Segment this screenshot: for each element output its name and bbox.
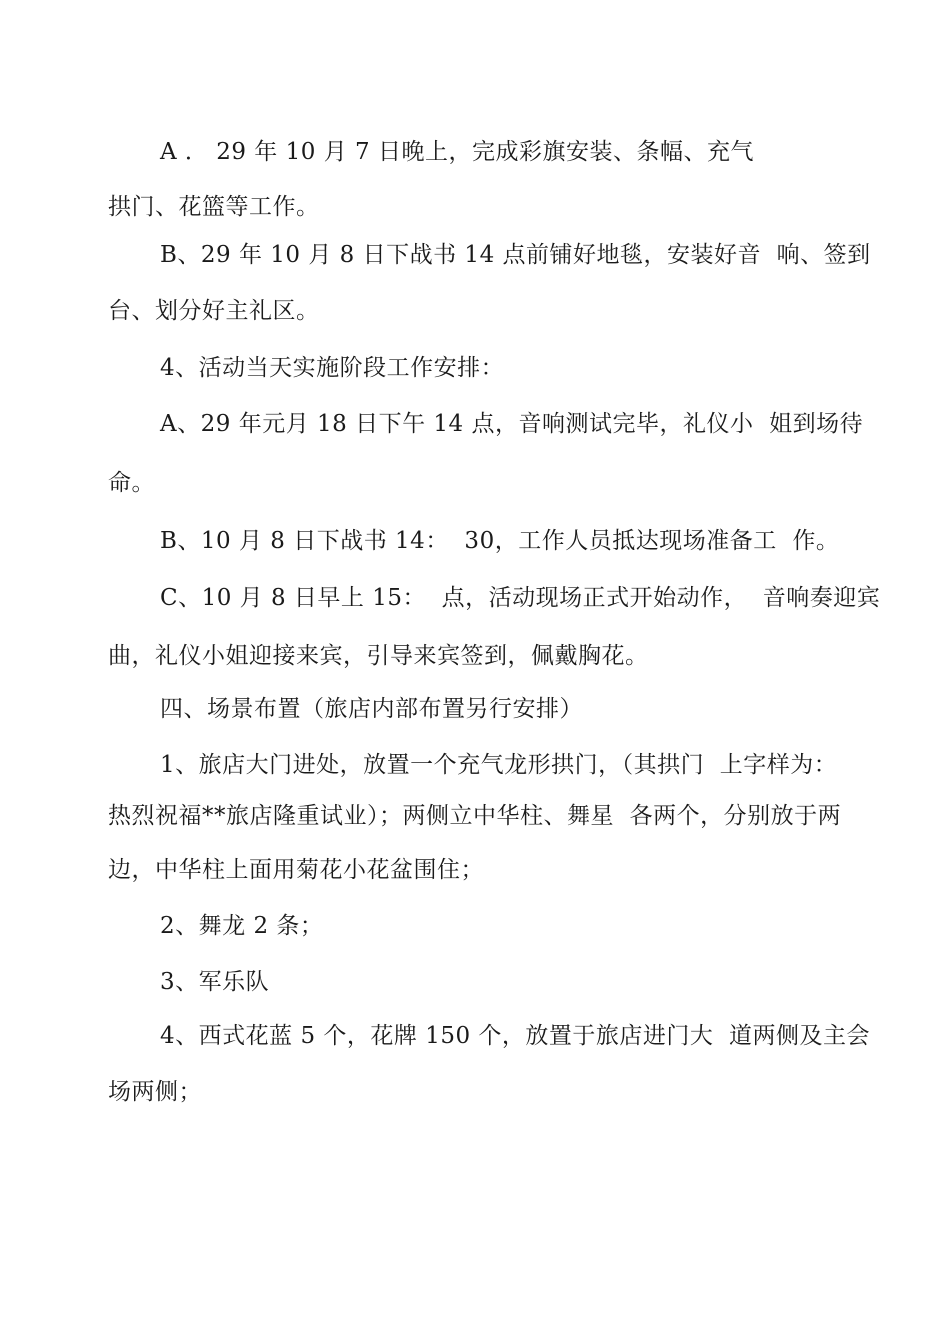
paragraph-line: B、29 年 10 月 8 日下战书 14 点前铺好地毯，安装好音 响、签到 (160, 242, 871, 268)
paragraph-line: 边，中华柱上面用菊花小花盆围住； (108, 857, 484, 883)
paragraph-line: 4、活动当天实施阶段工作安排： (160, 355, 505, 381)
paragraph-line: 命。 (108, 470, 155, 496)
paragraph-line: A、29 年元月 18 日下午 14 点，音响测试完毕，礼仪小 姐到场待 (160, 411, 864, 437)
paragraph-line: 台、划分好主礼区。 (108, 298, 320, 324)
section-heading: 四、场景布置（旅店内部布置另行安排） (160, 696, 583, 722)
paragraph-line: 拱门、花篮等工作。 (108, 194, 320, 220)
paragraph-line: 2、舞龙 2 条； (160, 913, 324, 939)
paragraph-line: 热烈祝福**旅店隆重试业）；两侧立中华柱、舞星 各两个，分别放于两 (108, 803, 842, 829)
paragraph-line: 1、旅店大门进处，放置一个充气龙形拱门，（其拱门 上字样为： (160, 752, 838, 778)
paragraph-line: 场两侧； (108, 1079, 202, 1105)
paragraph-line: 曲，礼仪小姐迎接来宾，引导来宾签到，佩戴胸花。 (108, 643, 649, 669)
paragraph-line: 3、军乐队 (160, 969, 270, 995)
paragraph-line: 4、西式花蓝 5 个，花牌 150 个，放置于旅店进门大 道两侧及主会 (160, 1023, 871, 1049)
paragraph-line: C、10 月 8 日早上 15： 点，活动现场正式开始动作， 音响奏迎宾 (160, 585, 881, 611)
paragraph-line: B、10 月 8 日下战书 14： 30，工作人员抵达现场准备工 作。 (160, 528, 840, 554)
paragraph-line: A ． 29 年 10 月 7 日晚上，完成彩旗安装、条幅、充气 (160, 139, 754, 165)
